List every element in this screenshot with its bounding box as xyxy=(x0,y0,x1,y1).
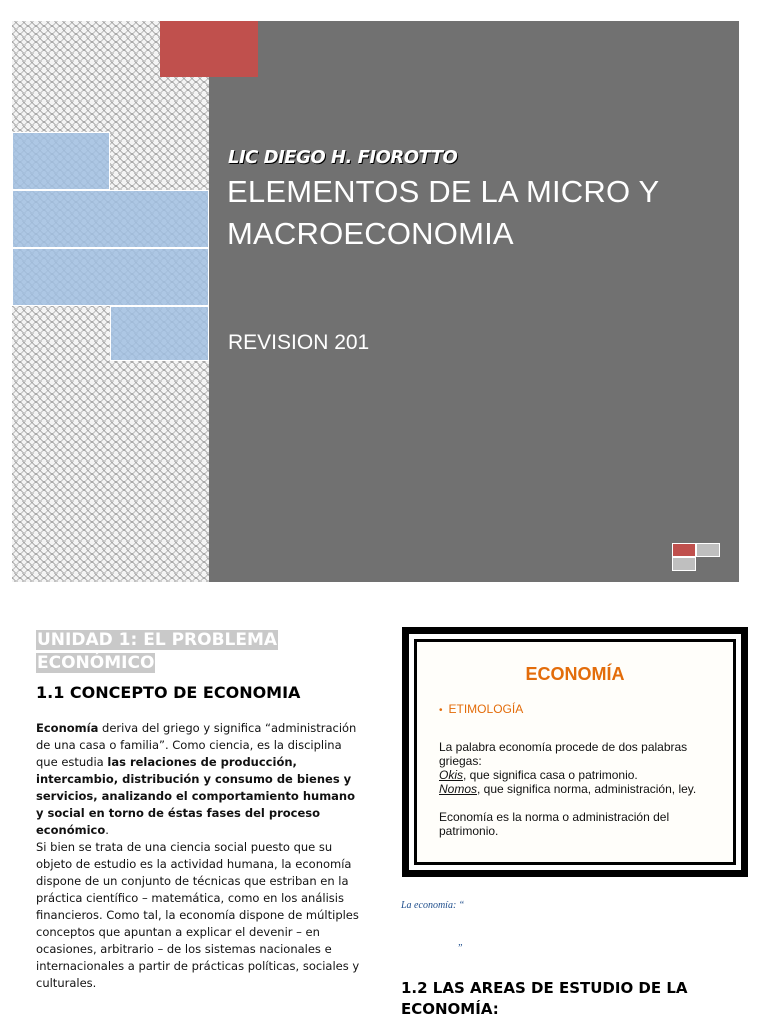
slide-text-line: La palabra economía procede de dos palabras xyxy=(439,740,688,754)
slide-text xyxy=(439,740,725,838)
paragraph-line: intercambio, distribución y consumo de bienes y xyxy=(36,772,352,786)
paragraph-line: culturales. xyxy=(36,976,97,990)
cover-author: LIC DIEGO H. FIOROTTO xyxy=(228,147,458,168)
slide-text-line: Economía es la norma o administración del xyxy=(439,810,670,824)
concepto-paragraph xyxy=(36,720,366,992)
slide-frame xyxy=(414,639,736,865)
slide-frame xyxy=(409,634,741,870)
cover-red-accent-block xyxy=(160,21,258,77)
cover-page xyxy=(12,21,739,582)
slide-content xyxy=(417,642,733,862)
corner-square-red xyxy=(672,543,696,557)
economia-slide-image xyxy=(402,627,748,877)
slide-text-line: patrimonio. xyxy=(439,824,499,838)
paragraph-line: objeto de estudio es la actividad humana, la economía xyxy=(36,857,352,871)
slide-text-line: griegas: xyxy=(439,754,482,768)
okis-term: Okis xyxy=(439,768,463,782)
cover-title-line: ELEMENTOS DE LA MICRO Y xyxy=(227,174,660,209)
paragraph-line: dispone de un conjunto de técnicas que estriban en la xyxy=(36,874,349,888)
paragraph-line: económico. xyxy=(36,823,109,837)
section-heading-line: 1.2 LAS AREAS DE ESTUDIO DE LA xyxy=(401,979,688,997)
section-heading-line: ECONOMÍA: xyxy=(401,1000,499,1018)
slide-bullet-label: ETIMOLOGÍA xyxy=(448,702,524,716)
paragraph-line: Si bien se trata de una ciencia social puesto que su xyxy=(36,840,333,854)
unit-heading-line: UNIDAD 1: EL PROBLEMA xyxy=(37,630,278,650)
paragraph-line: financieros. Como tal, la economía dispone de múltiples xyxy=(36,908,359,922)
paragraph-line: internacionales a partir de prácticas políticas, sociales y xyxy=(36,959,360,973)
cover-corner-squares xyxy=(672,543,720,571)
paragraph-line: que estudia las relaciones de producción, xyxy=(36,755,297,769)
cover-title xyxy=(227,171,727,255)
paragraph-line: ocasiones, arbitrario – de los sistemas nacionales e xyxy=(36,942,332,956)
section-heading-areas xyxy=(401,978,731,1020)
slide-text-gap xyxy=(439,796,725,810)
cover-blue-tile xyxy=(110,306,209,361)
unit-heading-line: ECONÓMICO xyxy=(37,653,155,673)
slide-title: ECONOMÍA xyxy=(525,664,625,684)
cover-title-panel xyxy=(209,21,739,582)
unit-heading xyxy=(36,629,336,675)
slide-text-line: Nomos, que significa norma, administración, ley. xyxy=(439,782,697,796)
slide-bullet xyxy=(439,702,523,716)
paragraph-line: servicios, analizando el comportamiento humano xyxy=(36,789,356,803)
corner-square-gray xyxy=(696,543,720,557)
corner-square-gray xyxy=(672,557,696,571)
paragraph-line: conceptos que apuntan a explicar el devenir – en xyxy=(36,925,320,939)
section-heading-concepto: 1.1 CONCEPTO DE ECONOMIA xyxy=(36,683,301,702)
paragraph-line: y social en torno de éstas fases del proceso xyxy=(36,806,321,820)
cover-blue-tile xyxy=(12,248,209,306)
slide-text-line: Okis, que significa casa o patrimonio. xyxy=(439,768,638,782)
economia-quote-close: ” xyxy=(457,943,463,954)
cover-revision: REVISION 201 xyxy=(228,331,370,354)
cover-blue-tile xyxy=(12,190,209,248)
paragraph-line: de una casa o familia”. Como ciencia, es la disciplina xyxy=(36,738,342,752)
cover-title-line: MACROECONOMIA xyxy=(227,216,514,251)
bullet-dot-icon: • xyxy=(439,705,443,716)
paragraph-line: Economía deriva del griego y significa “administración xyxy=(36,721,357,735)
economia-quote-open: La economía: “ xyxy=(401,900,465,911)
nomos-term: Nomos xyxy=(439,782,478,796)
paragraph-line: práctica científico – matemática, como en los análisis xyxy=(36,891,344,905)
cover-blue-tile xyxy=(12,132,110,190)
